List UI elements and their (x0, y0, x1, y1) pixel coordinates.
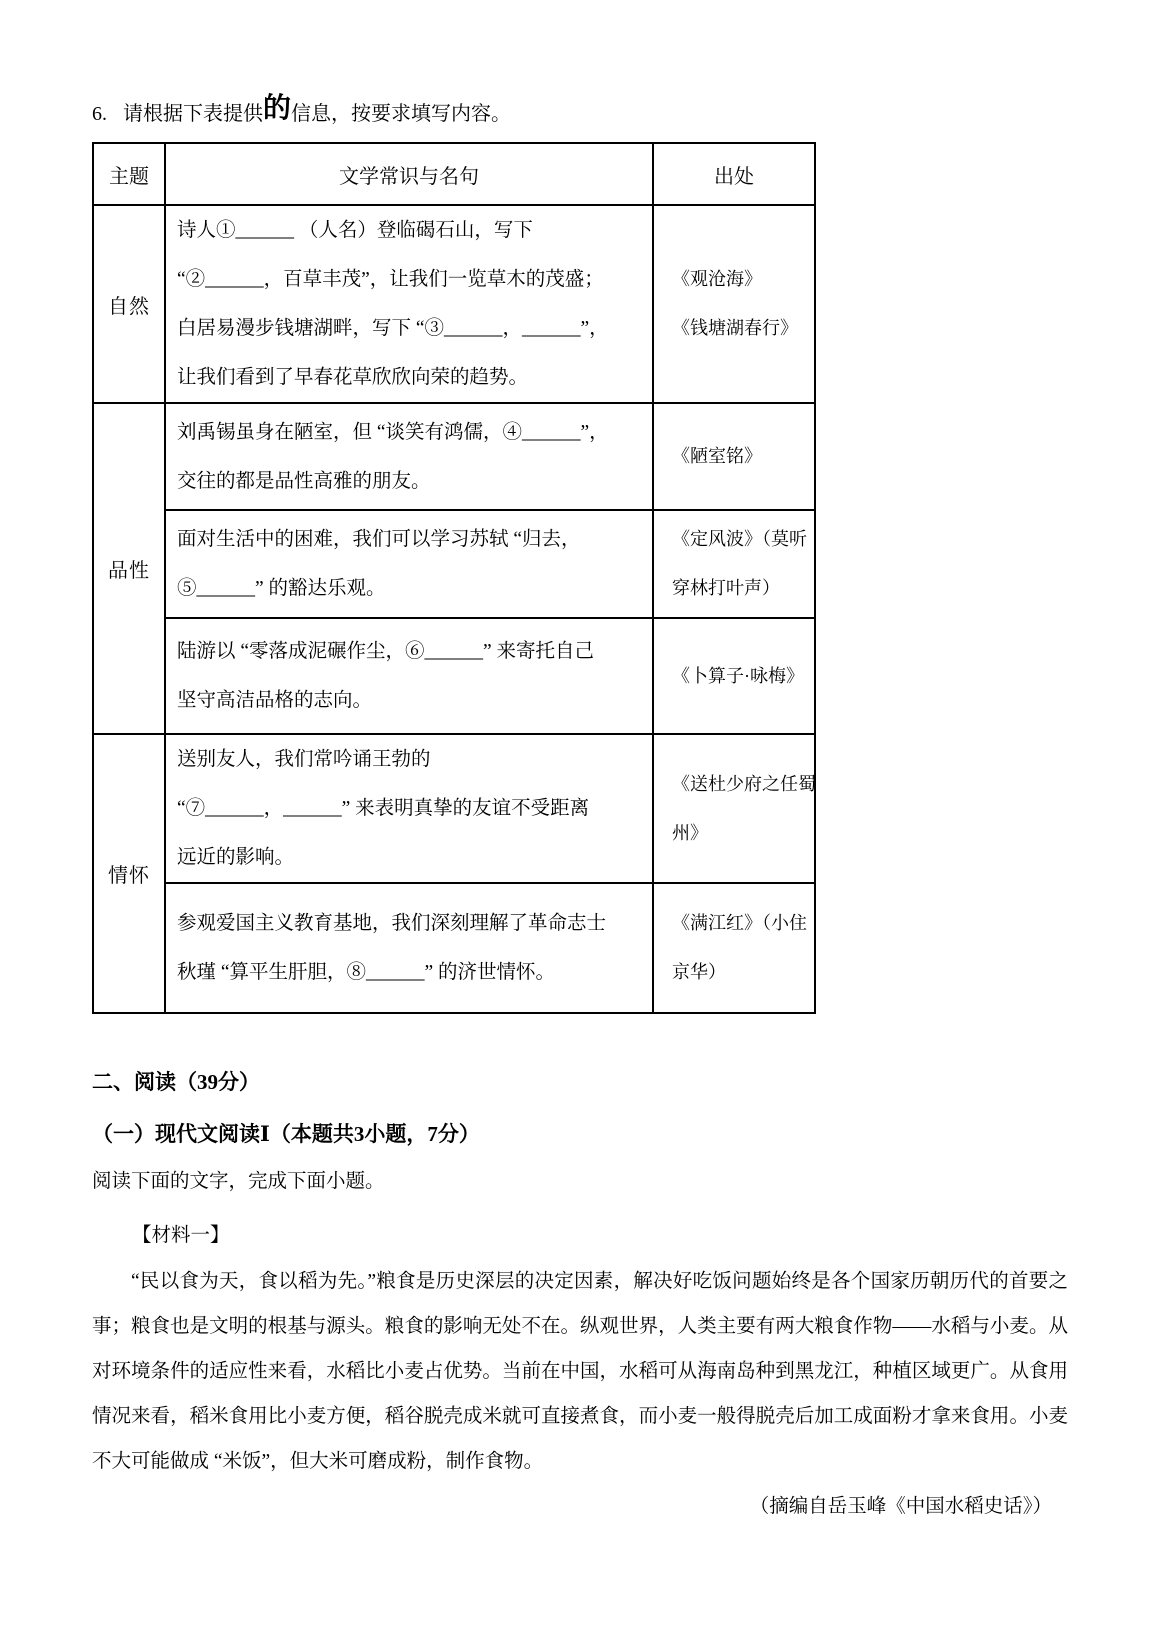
content-line: 面对生活中的困难，我们可以学习苏轼 “归去， (177, 529, 581, 550)
content-line: “⑦______，______” 来表明真挚的友谊不受距离 (177, 798, 590, 819)
content-cell (165, 883, 653, 1013)
content-line: ⑤______” 的豁达乐观。 (177, 578, 386, 599)
content-line: 刘禹锡虽身在陋室，但 “谈笑有鸿儒，④______”， (177, 421, 609, 443)
content-cell (165, 205, 653, 403)
content-line: 交往的都是品性高雅的朋友。 (177, 470, 431, 492)
table-row-character-1 (93, 403, 815, 510)
source-line: 《卜算子·咏梅》 (672, 665, 804, 686)
content-cell (165, 734, 653, 883)
source-cell (653, 205, 815, 403)
question-prompt-after: 信息，按要求填写内容。 (291, 103, 512, 125)
source-cell (653, 883, 815, 1013)
header-source: 出处 (653, 143, 815, 205)
source-line: 《观沧海》 (672, 269, 762, 289)
source-cell (653, 618, 815, 734)
header-theme: 主题 (93, 143, 165, 205)
table-row-character-3 (93, 618, 815, 734)
page-content (92, 0, 1068, 1529)
content-line: 秋瑾 “算平生肝胆，⑧______” 的济世情怀。 (177, 962, 556, 983)
source-line: 穿林打叶声） (672, 578, 780, 598)
header-body: 文学常识与名句 (165, 143, 653, 205)
question-6-prompt (92, 95, 1068, 129)
question-prompt-before: 请根据下表提供 (123, 103, 263, 125)
table-header-row (93, 143, 815, 205)
content-line: 陆游以 “零落成泥碾作尘，⑥______” 来寄托自己 (177, 641, 595, 662)
source-line: 《陋室铭》 (672, 446, 762, 466)
question-prompt-emphasis: 的 (263, 93, 292, 124)
table-row-character-2 (93, 510, 815, 618)
content-cell (165, 403, 653, 510)
source-line: 州》 (672, 822, 708, 843)
question-number: 6. (92, 103, 107, 125)
source-cell (653, 510, 815, 618)
content-line: 送别友人，我们常吟诵王勃的 (177, 749, 431, 770)
source-line: 《定风波》（莫听 (672, 529, 807, 549)
material-one-citation: （摘编自岳玉峰《中国水稻史话》） (749, 1496, 1052, 1517)
section-heading-reading: 二、阅读（39分） (92, 1070, 260, 1094)
material-one-label: 【材料一】 (132, 1225, 230, 1246)
theme-cell-sentiment: 情怀 (93, 734, 165, 1013)
content-line: 让我们看到了早春花草欣欣向荣的趋势。 (177, 367, 529, 388)
material-one-paragraph: “民以食为天，食以稻为先。”粮食是历史深层的决定因素，解决好吃饭问题始终是各个国家历朝历代的首要之事；粮食也是文明的根基与源头。粮食的影响无处不在。纵观世界，人类主要有两大粮食作物——水稻与小麦。从对环境条件的适应性来看，水稻比小麦占优势。当前在中国，水稻可从海南岛种到黑龙江，种植区域更广。从食用情况来看，稻米食用比小麦方便，稻谷脱壳成米就可直接煮食，而小麦一般得脱壳后加工成面粉才拿来食用。小麦不大可能做成 “米饭”，但大米可磨成粉，制作食物。 (92, 1271, 1068, 1472)
content-line: 坚守高洁品格的志向。 (177, 690, 373, 711)
content-line: 诗人①______ （人名）登临碣石山，写下 (177, 220, 533, 241)
source-line: 《送杜少府之任蜀 (672, 773, 816, 794)
source-cell (653, 403, 815, 510)
content-line: 参观爱国主义教育基地，我们深刻理解了革命志士 (177, 913, 607, 934)
content-line: 白居易漫步钱塘湖畔，写下 “③______，______”， (177, 318, 609, 339)
theme-cell-nature: 自然 (93, 205, 165, 403)
source-line: 《钱塘湖春行》 (672, 318, 798, 338)
subsection-heading-modern-text: （一）现代文阅读Ⅰ（本题共3小题，7分） (92, 1122, 480, 1146)
theme-cell-character: 品性 (93, 403, 165, 734)
table-row-sentiment-1 (93, 734, 815, 883)
reading-instruction: 阅读下面的文字，完成下面小题。 (92, 1171, 385, 1192)
content-line: 远近的影响。 (177, 847, 295, 868)
source-line: 京华） (672, 962, 726, 982)
literature-table (92, 142, 816, 1014)
content-cell (165, 618, 653, 734)
content-cell (165, 510, 653, 618)
source-line: 《满江红》（小住 (672, 913, 807, 933)
source-cell (653, 734, 815, 883)
table-row-sentiment-2 (93, 883, 815, 1013)
content-line: “②______，百草丰茂”，让我们一览草木的茂盛； (177, 269, 604, 290)
table-row-nature (93, 205, 815, 403)
